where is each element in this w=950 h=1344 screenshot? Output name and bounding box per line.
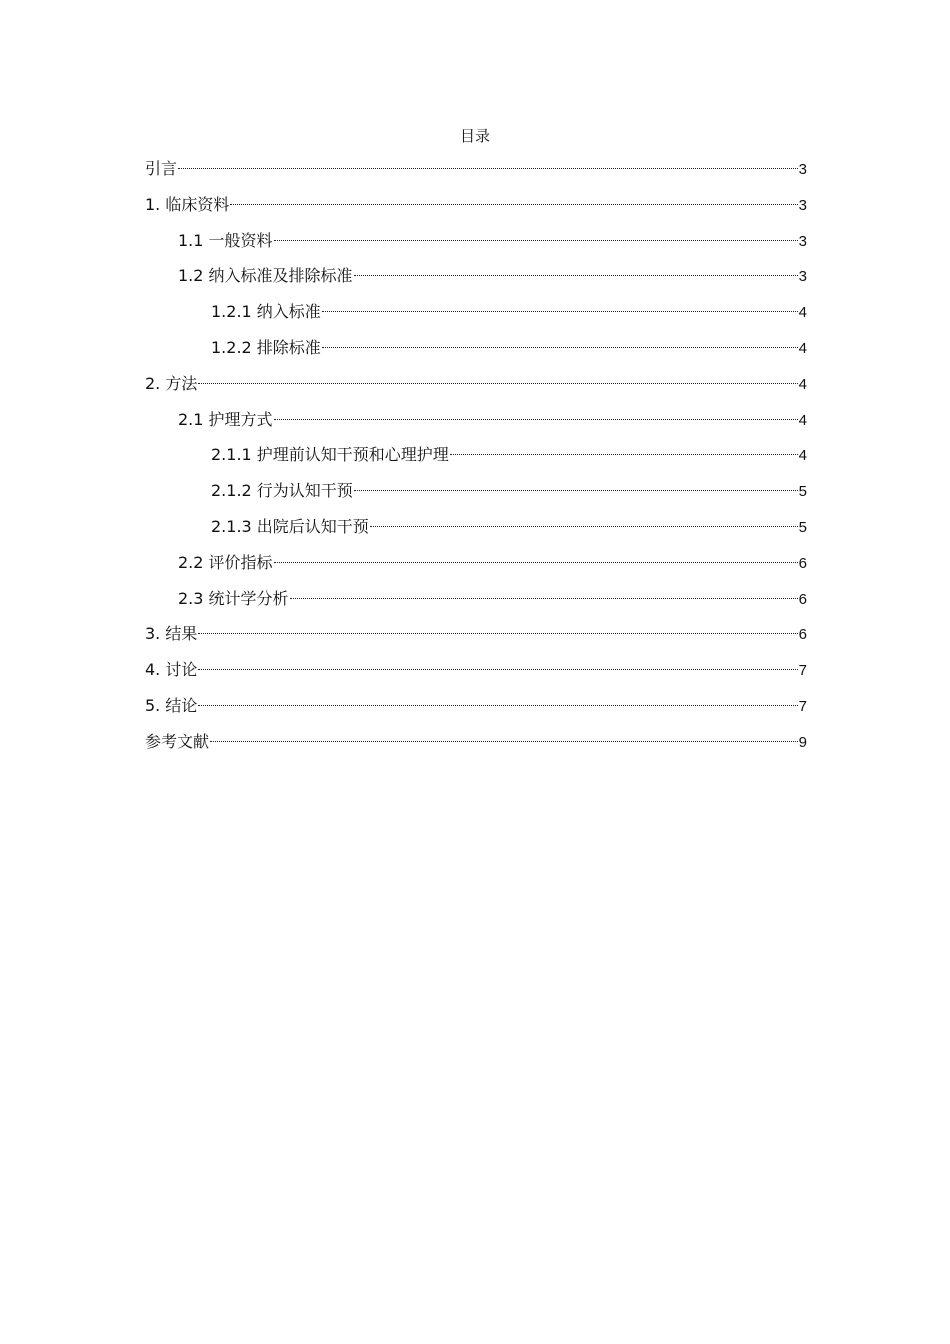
toc-entry[interactable] bbox=[145, 408, 807, 444]
dot-leader bbox=[290, 598, 798, 599]
dot-leader bbox=[322, 347, 798, 348]
dot-leader bbox=[274, 240, 798, 241]
toc-entry-page: 7 bbox=[798, 697, 807, 715]
dot-leader bbox=[354, 275, 798, 276]
dot-leader bbox=[198, 705, 797, 706]
toc-entry-label: 2.1.3 出院后认知干预 bbox=[211, 516, 369, 536]
toc-entry[interactable] bbox=[145, 730, 807, 766]
toc-entry-page: 5 bbox=[798, 518, 807, 536]
toc-entry[interactable] bbox=[145, 229, 807, 265]
dot-leader bbox=[210, 741, 798, 742]
dot-leader bbox=[178, 168, 798, 169]
toc-entry-page: 3 bbox=[798, 196, 807, 214]
toc-entry-label: 引言 bbox=[145, 159, 178, 178]
toc-entry-label: 2.1 护理方式 bbox=[178, 409, 273, 429]
toc-entry[interactable] bbox=[145, 658, 807, 694]
toc-entry-label: 1.2 纳入标准及排除标准 bbox=[178, 266, 353, 286]
toc-entry-page: 7 bbox=[798, 662, 807, 680]
toc-entry-page: 4 bbox=[798, 375, 807, 393]
toc-entry[interactable] bbox=[145, 193, 807, 229]
toc-entry-page: 3 bbox=[798, 161, 807, 178]
toc-entry[interactable] bbox=[145, 300, 807, 336]
toc-entry-page: 6 bbox=[798, 626, 807, 644]
toc-entry[interactable] bbox=[145, 515, 807, 551]
toc-entry[interactable] bbox=[145, 622, 807, 658]
toc-entry-label: 1.2.1 纳入标准 bbox=[211, 302, 321, 322]
toc-entry-label: 2.3 统计学分析 bbox=[178, 588, 289, 608]
dot-leader bbox=[274, 419, 798, 420]
toc-entry[interactable] bbox=[145, 479, 807, 515]
toc-entry[interactable] bbox=[145, 587, 807, 623]
dot-leader bbox=[354, 490, 798, 491]
toc-entry-label: 1. 临床资料 bbox=[145, 194, 230, 214]
toc-entry-label: 5. 结论 bbox=[145, 695, 198, 715]
toc-entry-label: 参考文献 bbox=[145, 731, 210, 751]
toc-entry-page: 4 bbox=[798, 411, 807, 429]
toc-entry-label: 4. 讨论 bbox=[145, 660, 198, 680]
toc-entry[interactable] bbox=[145, 264, 807, 300]
dot-leader bbox=[322, 311, 798, 312]
toc-entry-label: 3. 结果 bbox=[145, 624, 198, 644]
toc-entry-page: 4 bbox=[798, 339, 807, 357]
toc-entry[interactable] bbox=[145, 157, 807, 193]
dot-leader bbox=[198, 383, 797, 384]
toc-entry-page: 6 bbox=[798, 590, 807, 608]
toc-entry-page: 9 bbox=[798, 733, 807, 751]
toc-entry-label: 1.2.2 排除标准 bbox=[211, 337, 321, 357]
toc-title: 目录 bbox=[459, 127, 490, 145]
toc-entry[interactable] bbox=[145, 372, 807, 408]
toc-entry[interactable] bbox=[145, 443, 807, 479]
toc-entry-label: 2.1.2 行为认知干预 bbox=[211, 481, 353, 501]
toc-entry-label: 1.1 一般资料 bbox=[178, 230, 273, 250]
toc-entry-page: 3 bbox=[798, 232, 807, 250]
toc-entry-page: 3 bbox=[798, 268, 807, 286]
table-of-contents bbox=[145, 157, 807, 766]
dot-leader bbox=[450, 454, 798, 455]
toc-entry[interactable] bbox=[145, 336, 807, 372]
toc-entry-label: 2. 方法 bbox=[145, 373, 198, 393]
toc-entry-page: 6 bbox=[798, 554, 807, 572]
dot-leader bbox=[274, 562, 798, 563]
toc-entry-label: 2.2 评价指标 bbox=[178, 552, 273, 572]
toc-entry-page: 4 bbox=[798, 447, 807, 465]
toc-entry-label: 2.1.1 护理前认知干预和心理护理 bbox=[211, 445, 449, 465]
toc-entry[interactable] bbox=[145, 551, 807, 587]
dot-leader bbox=[370, 526, 798, 527]
toc-entry-page: 5 bbox=[798, 483, 807, 501]
toc-entry-page: 4 bbox=[798, 304, 807, 322]
dot-leader bbox=[230, 204, 797, 205]
toc-entry[interactable] bbox=[145, 694, 807, 730]
dot-leader bbox=[198, 633, 797, 634]
dot-leader bbox=[198, 669, 797, 670]
